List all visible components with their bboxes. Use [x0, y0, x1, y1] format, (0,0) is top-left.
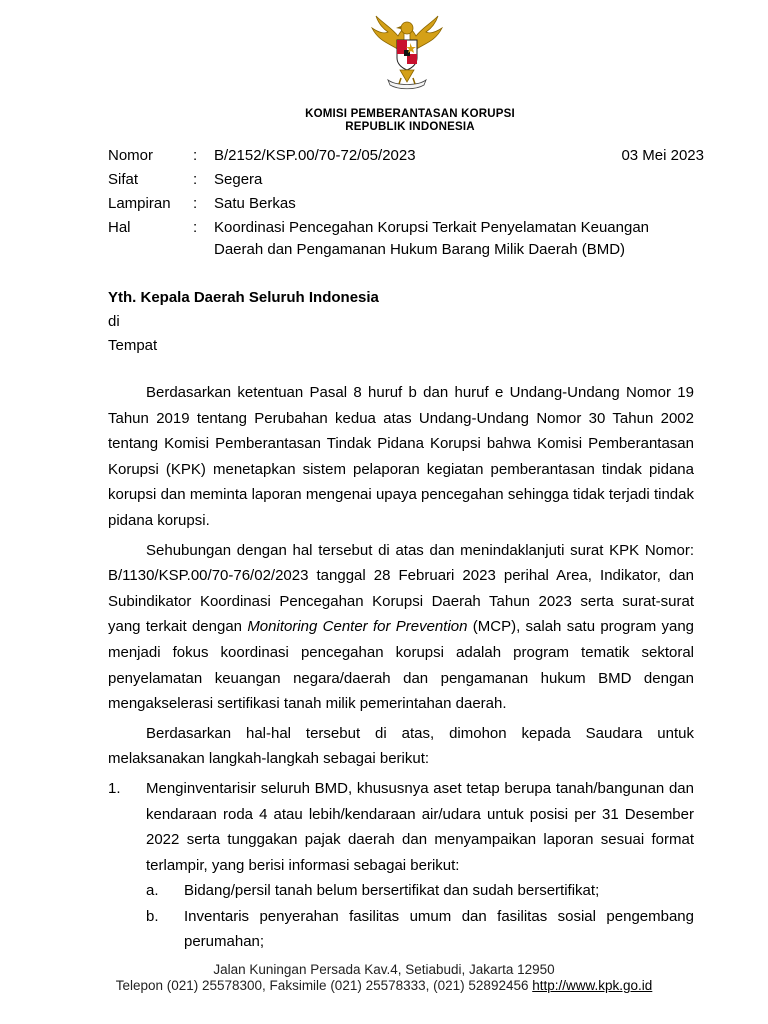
paragraph-2: [108, 538, 694, 717]
website-link[interactable]: http://www.kpk.go.id: [532, 978, 653, 993]
lampiran-label: Lampiran: [108, 195, 171, 212]
letter-metadata: [108, 145, 704, 265]
colon: :: [193, 147, 198, 164]
sub-list-item-text: Inventaris penyerahan fasilitas umum dan fasilitas sosial pengembang perumahan;: [184, 907, 694, 951]
paragraph-2-text-b: (MCP), salah satu program yang menjadi fokus koordinasi pencegahan korupsi adalah program tematik sektoral penyelamatan keuangan negara/daerah dan pengamanan hukum BMD dengan mengakselerasi sertifikasi tanah milik pemerintahan daerah.: [108, 618, 695, 713]
lampiran-value: Satu Berkas: [214, 195, 296, 212]
list-item: [108, 776, 694, 878]
meta-sifat: [108, 169, 704, 193]
garuda-emblem-icon: [366, 14, 448, 96]
footer-contact-text: Telepon (021) 25578300, Faksimile (021) 25578333, (021) 52892456: [115, 978, 533, 993]
org-country: REPUBLIK INDONESIA: [345, 121, 475, 133]
meta-nomor: [108, 145, 704, 169]
addressee-place: Tempat: [108, 337, 158, 354]
meta-hal: [108, 217, 704, 265]
colon: :: [193, 171, 198, 188]
sifat-label: Sifat: [108, 171, 139, 188]
addressee-di: di: [108, 313, 120, 330]
paragraph-2-text-a: Sehubungan dengan hal tersebut di atas dan menindaklanjuti surat KPK Nomor: B/1130/KSP.00/70-76/02/2023 tanggal 28 Februari 2023 perihal Area, Indikator, dan Subindikator Koordinasi Pencegahan Korupsi Daerah Tahun 2023 serta surat-surat yang terkait dengan: [108, 541, 694, 636]
addressee-block: [108, 286, 379, 358]
footer-address: Jalan Kuningan Persada Kav.4, Setiabudi, Jakarta 12950: [213, 962, 555, 977]
sub-list-item-letter: b.: [146, 907, 159, 925]
hal-label: Hal: [108, 219, 131, 236]
paragraph-2-italic: Monitoring Center for Prevention: [247, 618, 468, 636]
colon: :: [193, 195, 198, 212]
paragraph-1: Berdasarkan ketentuan Pasal 8 huruf b dan huruf e Undang-Undang Nomor 19 Tahun 2019 tentang Perubahan kedua atas Undang-Undang Nomor 30 Tahun 2002 tentang Komisi Pemberantasan Tindak Pidana Korupsi bahwa Komisi Pemberantasan Korupsi (KPK) menetapkan sistem pelaporan kegiatan pemberantasan tindak pidana korupsi dan meminta laporan mengenai upaya pencegahan sehingga tidak terjadi tindak pidana korupsi.: [108, 384, 694, 529]
list-item-text: Menginventarisir seluruh BMD, khususnya aset tetap berupa tanah/bangunan dan kendaraan roda 4 atau lebih/kendaraan air/udara untuk posisi per 31 Desember 2022 serta tunggakan pajak daerah dan menyampaikan laporan sesuai format terlampir, yang berisi informasi sebagai berikut:: [146, 779, 694, 874]
sub-list-item: [108, 904, 694, 955]
meta-lampiran: [108, 193, 704, 217]
sifat-value: Segera: [214, 171, 263, 188]
colon: :: [193, 219, 198, 236]
letter-body: [108, 380, 694, 955]
org-name: KOMISI PEMBERANTASAN KORUPSI: [305, 108, 515, 120]
paragraph-3: Berdasarkan hal-hal tersebut di atas, dimohon kepada Saudara untuk melaksanakan langkah-langkah sebagai berikut:: [108, 724, 694, 768]
hal-value: Koordinasi Pencegahan Korupsi Terkait Penyelamatan Keuangan Daerah dan Pengamanan Hukum Barang Milik Daerah (BMD): [214, 219, 650, 258]
sub-list-item-letter: a.: [146, 882, 159, 900]
footer-contact: [0, 978, 768, 993]
nomor-label: Nomor: [108, 147, 154, 164]
list-item-number: 1.: [108, 779, 121, 797]
sub-list-item: [108, 878, 694, 904]
letter-date: 03 Mei 2023: [621, 147, 704, 164]
sub-list-item-text: Bidang/persil tanah belum bersertifikat dan sudah bersertifikat;: [184, 882, 600, 900]
nomor-value: B/2152/KSP.00/70-72/05/2023: [214, 147, 416, 164]
addressee-name: Yth. Kepala Daerah Seluruh Indonesia: [108, 289, 379, 306]
